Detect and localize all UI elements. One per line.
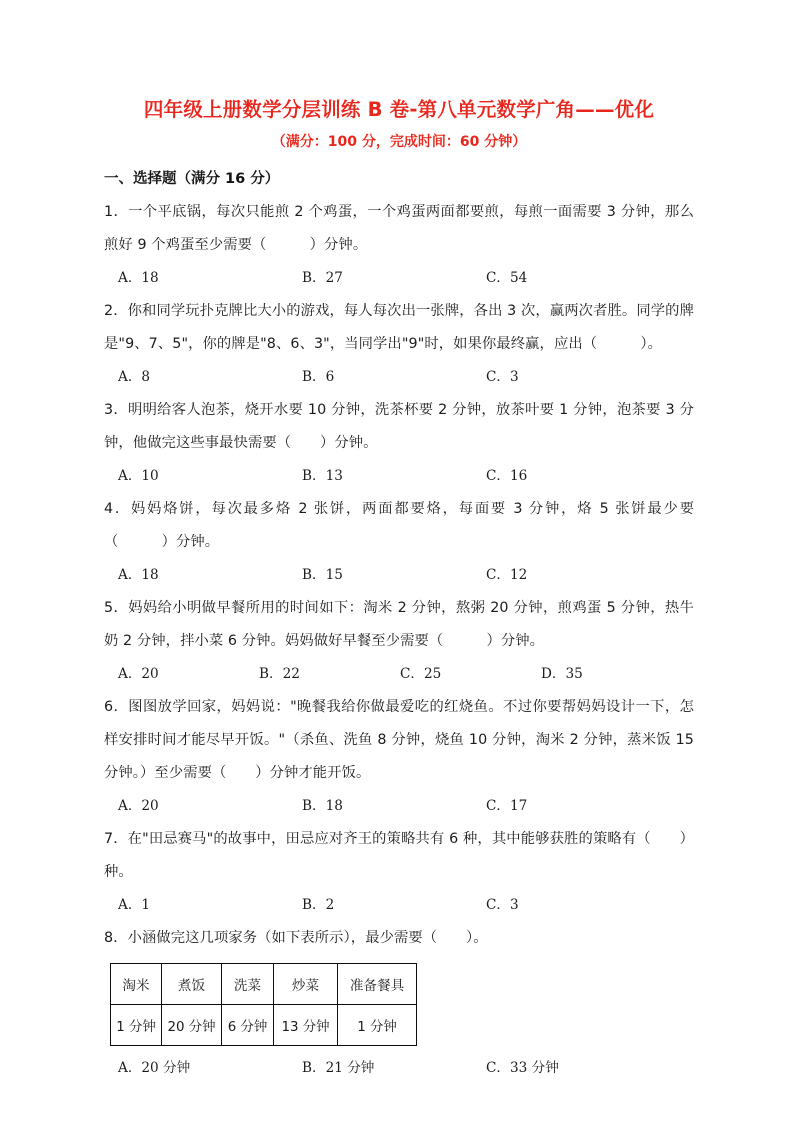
table-cell-task: 煮饭 (162, 964, 222, 1005)
table-cell-time: 1 分钟 (111, 1005, 162, 1046)
option-d[interactable]: D．35 (541, 666, 583, 682)
option-row (104, 1052, 694, 1085)
table-cell-task: 炒菜 (274, 964, 338, 1005)
table-cell-task: 淘米 (111, 964, 162, 1005)
option-row (104, 460, 694, 493)
option-a[interactable]: A．8 (118, 369, 151, 385)
table-cell-task: 洗菜 (222, 964, 274, 1005)
option-a[interactable]: A．20 分钟 (118, 1060, 191, 1076)
option-c[interactable]: C．33 分钟 (486, 1060, 559, 1076)
option-b[interactable]: B．22 (259, 666, 300, 682)
question-text: 3．明明给客人泡茶，烧开水要 10 分钟，洗茶杯要 2 分钟，放茶叶要 1 分钟，泡茶要 3 分钟，他做完这些事最快需要（ ）分钟。 (104, 402, 694, 451)
table-cell-time: 20 分钟 (162, 1005, 222, 1046)
chore-table-wrapper (110, 963, 694, 1046)
question-block (104, 691, 694, 823)
table-row (111, 1005, 417, 1046)
option-c[interactable]: C．17 (486, 798, 528, 814)
question-text: 7．在"田忌赛马"的故事中，田忌应对齐王的策略共有 6 种，其中能够获胜的策略有（ ）种。 (104, 831, 694, 880)
option-c[interactable]: C．25 (400, 666, 442, 682)
option-c[interactable]: C．16 (486, 468, 528, 484)
question-text: 6．图图放学回家，妈妈说："晚餐我给你做最爱吃的红烧鱼。不过你要帮妈妈设计一下，怎样安排时间才能尽早开饭。"（杀鱼、洗鱼 8 分钟，烧鱼 10 分钟，淘米 2 分钟，蒸米饭 15 分钟。）至少需要（ ）分钟才能开饭。 (104, 699, 694, 781)
question-block (104, 592, 694, 691)
option-row (104, 559, 694, 592)
table-cell-task: 准备餐具 (338, 964, 417, 1005)
option-b[interactable]: B．15 (302, 567, 343, 583)
option-a[interactable]: A．1 (118, 897, 151, 913)
page-title: 四年级上册数学分层训练 B 卷-第八单元数学广角——优化 (143, 98, 655, 121)
option-a[interactable]: A．18 (118, 270, 159, 286)
question-block (104, 493, 694, 592)
question-block (104, 922, 694, 1085)
option-c[interactable]: C．12 (486, 567, 528, 583)
question-text: 4．妈妈烙饼，每次最多烙 2 张饼，两面都要烙，每面要 3 分钟，烙 5 张饼最少要（ ）分钟。 (104, 501, 694, 550)
option-c[interactable]: C．54 (486, 270, 528, 286)
table-cell-time: 13 分钟 (274, 1005, 338, 1046)
option-a[interactable]: A．18 (118, 567, 159, 583)
option-row (104, 790, 694, 823)
option-row (104, 889, 694, 922)
option-c[interactable]: C．3 (486, 369, 519, 385)
section-heading: 一、选择题（满分 16 分） (104, 171, 280, 187)
option-b[interactable]: B．18 (302, 798, 343, 814)
option-b[interactable]: B．13 (302, 468, 343, 484)
question-block (104, 394, 694, 493)
chore-table (110, 963, 417, 1046)
table-cell-time: 6 分钟 (222, 1005, 274, 1046)
page-subtitle: （满分：100 分，完成时间：60 分钟） (271, 134, 527, 150)
table-row (111, 964, 417, 1005)
table-cell-time: 1 分钟 (338, 1005, 417, 1046)
option-b[interactable]: B．21 分钟 (302, 1060, 375, 1076)
question-block (104, 295, 694, 394)
question-block (104, 823, 694, 922)
option-b[interactable]: B．27 (302, 270, 343, 286)
question-text: 8．小涵做完这几项家务（如下表所示），最少需要（ ）。 (104, 930, 488, 946)
option-row (104, 262, 694, 295)
option-b[interactable]: B．6 (302, 369, 335, 385)
option-a[interactable]: A．20 (118, 666, 159, 682)
page-content (104, 96, 694, 1085)
option-row (104, 658, 694, 691)
option-c[interactable]: C．3 (486, 897, 519, 913)
question-text: 1．一个平底锅，每次只能煎 2 个鸡蛋，一个鸡蛋两面都要煎，每煎一面需要 3 分钟，那么煎好 9 个鸡蛋至少需要（ ）分钟。 (104, 204, 694, 253)
option-a[interactable]: A．20 (118, 798, 159, 814)
question-block (104, 196, 694, 295)
question-text: 5．妈妈给小明做早餐所用的时间如下：淘米 2 分钟，熬粥 20 分钟，煎鸡蛋 5 分钟，热牛奶 2 分钟，拌小菜 6 分钟。妈妈做好早餐至少需要（ ）分钟。 (104, 600, 694, 649)
option-a[interactable]: A．10 (118, 468, 159, 484)
question-text: 2．你和同学玩扑克牌比大小的游戏，每人每次出一张牌，各出 3 次，赢两次者胜。同学的牌是"9、7、5"，你的牌是"8、6、3"，当同学出"9"时，如果你最终赢，应出（ ）。 (104, 303, 694, 352)
option-b[interactable]: B．2 (302, 897, 335, 913)
option-row (104, 361, 694, 394)
